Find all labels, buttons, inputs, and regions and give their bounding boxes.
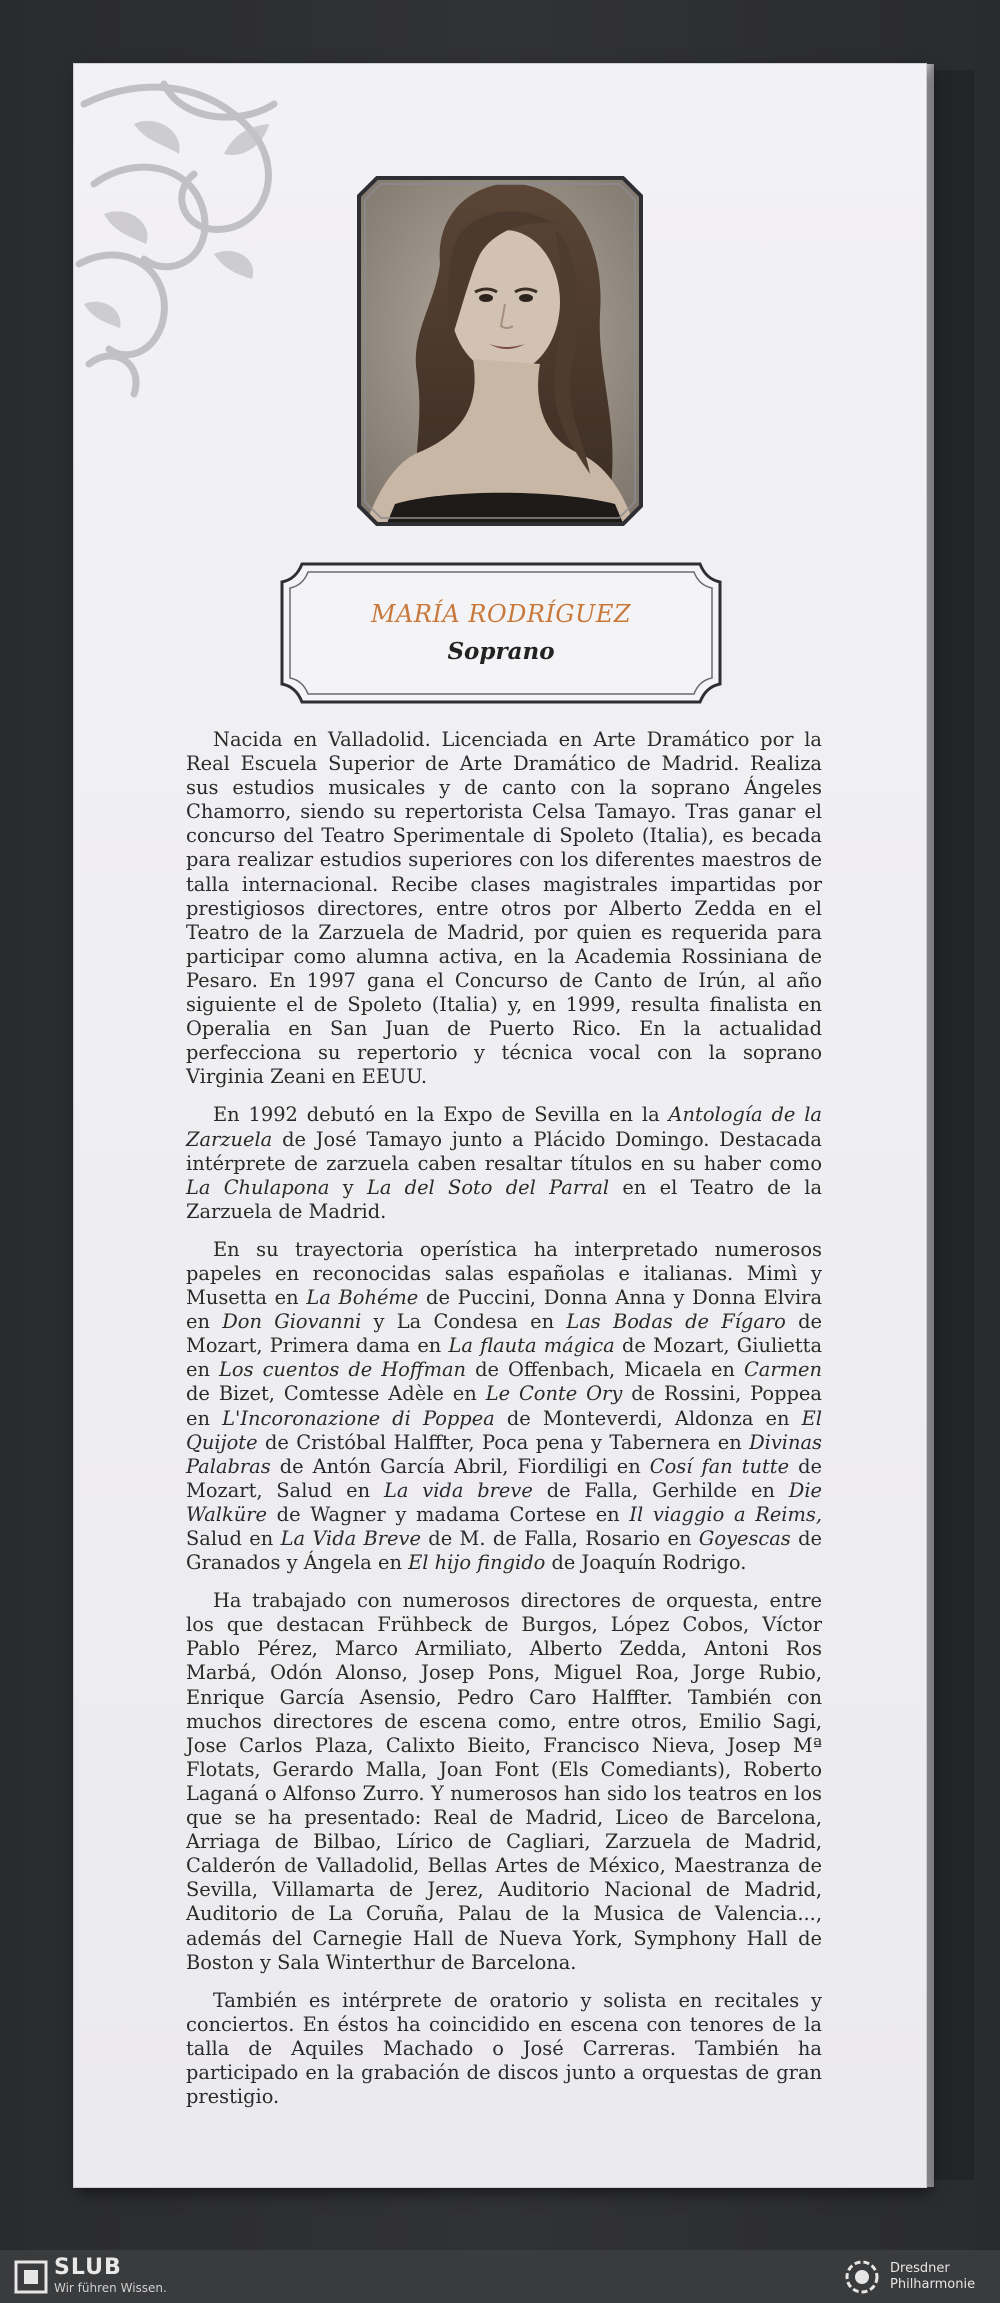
biography-text-run: En su trayectoria operística ha interpretado numerosos papeles en reconocidas salas españolas e italianas. Mimì y Musetta en [186,1237,822,1310]
work-title: Los cuentos de Hoffman [219,1358,467,1382]
biography-paragraph [186,1589,822,1975]
biography-text-run: de M. de Falla, Rosario en [420,1527,699,1550]
biography-text-run: de Falla, Gerhilde en [532,1478,789,1502]
biography-text-run: de Cristóbal Halffter, Poca pena y Tabernera en [257,1430,750,1454]
library-tagline: Wir führen Wissen. [54,2281,167,2295]
slub-logo-icon [14,2260,48,2294]
biography-text-run: de Joaquín Rodrigo. [545,1551,747,1575]
work-title: La flauta mágica [448,1334,615,1358]
work-title: La del Soto del Parral [366,1175,610,1199]
biography-text-run: de Wagner y madama Cortese en [267,1502,630,1526]
work-title: Carmen [743,1358,822,1382]
biography-text-run: de Mozart, Salud en [186,1454,822,1502]
biography-text-run: de Offenbach, Micaela en [466,1358,744,1382]
philharmonie-logo-icon [842,2257,882,2297]
artist-role: Soprano [447,638,555,665]
library-name: SLUB [54,2255,122,2280]
work-title: Antología de la Zarzuela [186,1103,822,1151]
footer-bar [0,2250,1000,2303]
work-title: L'Incoronazione di Poppea [222,1406,495,1430]
work-title: Divinas Palabras [186,1430,822,1478]
portrait-photo [355,174,645,528]
back-cover-edge [934,70,974,2180]
work-title: La Bohéme [306,1286,419,1310]
biography-text-run: Nacida en Valladolid. Licenciada en Arte Dramático por la Real Escuela Superior de Arte Dramático de Madrid. Realiza sus estudios musicales y de canto con la soprano Ángeles Chamorro, siendo su repertorista Celsa Tamayo. Tras ganar el concurso del Teatro Sperimentale di Spoleto (Italia), es becada para realizar estudios superiores con los diferentes maestros de talla internacional. Recibe clases magistrales impartidas por prestigiosos directores, entre otros por Alberto Zedda en el Teatro de la Zarzuela de Madrid, por quien es requerida para participar como alumna activa, en la Academia Rossiniana de Pesaro. En 1997 gana el Concurso de Canto de Irún, al año siguiente el de Spoleto (Italia) y, en 1999, resulta finalista en Operalia en San Juan de Puerto Rico. En la actualidad perfecciona su repertorio y técnica vocal con la soprano Virginia Zeani en EEUU. [186,728,822,1089]
biography-text-run: de Rossini, Poppea en [186,1382,822,1430]
biography-text-run: de Mozart, Primera dama en [186,1310,823,1358]
biography-paragraph [186,1238,822,1575]
biography-paragraph [186,1989,822,2109]
floral-ornament-icon [74,64,314,424]
work-title: Don Giovanni [222,1310,362,1334]
partner-name-line1: Dresdner [890,2261,950,2276]
work-title: Goyescas [698,1527,791,1550]
work-title: Die Walküre [186,1478,823,1526]
biography-text-run: Ha trabajado con numerosos directores de orquesta, entre los que destacan Frühbeck de Burgos, López Cobos, Víctor Pablo Pérez, Marco Armiliato, Alberto Zedda, Antoni Ros Marbá, Odón Alonso, Josep Pons, Miguel Roa, Jorge Rubio, Enrique García Asensio, Pedro Caro Halffter. También con muchos directores de escena como, entre otros, Emilio Sagi, Jose Carlos Plaza, Calixto Bieito, Francisco Nieva, Josep Mª Flotats, Gerardo Malla, Joan Font (Els Comediants), Roberto Laganá o Alfonso Zurro. Y numerosos han sido los teatros en los que se ha presentado: Real de Madrid, Liceo de Barcelona, Arriaga de Bilbao, Lírico de Cagliari, Zarzuela de Madrid, Calderón de Valladolid, Bellas Artes de México, Maestranza de Sevilla, Villamarta de Jerez, Auditorio Nacional de Madrid, Auditorio de La Coruña, Palau de la Musica de Valencia..., además del Carnegie Hall de Nueva York, Symphony Hall de Boston y Sala Winterthur de Barcelona. [186,1589,822,1974]
biography-text-run: Salud en [186,1527,281,1550]
name-plaque [278,560,724,706]
biography-text-run: de Monteverdi, Aldonza en [494,1406,802,1430]
work-title: Las Bodas de Fígaro [566,1310,786,1334]
biography-text [186,728,822,2123]
biography-text-run: También es intérprete de oratorio y solista en recitales y conciertos. En éstos ha coincidido en escena con tenores de la talla de Aquiles Machado o José Carreras. También ha participado en la grabación de discos junto a orquestas de gran prestigio. [186,1988,822,2109]
work-title: Le Conte Ory [485,1382,623,1406]
biography-text-run: y La Condesa en [361,1310,567,1334]
biography-paragraph [186,1103,822,1223]
biography-text-run: de Granados y Ángela en [186,1527,822,1575]
page-edge [926,64,934,2187]
biography-text-run: de José Tamayo junto a Plácido Domingo. Destacada intérprete de zarzuela caben resaltar títulos en su haber como [186,1127,822,1175]
work-title: Il viaggio a Reims, [629,1502,822,1526]
partner-name-line2: Philharmonie [890,2277,976,2292]
biography-text-run: de Puccini, Donna Anna y Donna Elvira en [186,1286,822,1334]
work-title: La Vida Breve [280,1527,421,1550]
biography-text-run: de Mozart, Giulietta en [186,1334,822,1382]
biography-text-run: y [329,1175,367,1199]
work-title: El hijo fingido [408,1551,546,1575]
biography-text-run: de Bizet, Comtesse Adèle en [186,1382,486,1406]
work-title: El Quijote [186,1406,822,1454]
biography-text-run: en el Teatro de la Zarzuela de Madrid. [186,1175,823,1223]
artist-name: MARÍA RODRÍGUEZ [370,600,632,628]
biography-text-run: de Antón García Abril, Fiordiligi en [270,1454,650,1478]
work-title: La Chulapona [186,1175,330,1199]
biography-text-run: En 1992 debutó en la Expo de Sevilla en la [213,1103,669,1127]
work-title: Cosí fan tutte [649,1454,790,1478]
biography-paragraph [186,728,822,1089]
work-title: La vida breve [383,1478,533,1502]
